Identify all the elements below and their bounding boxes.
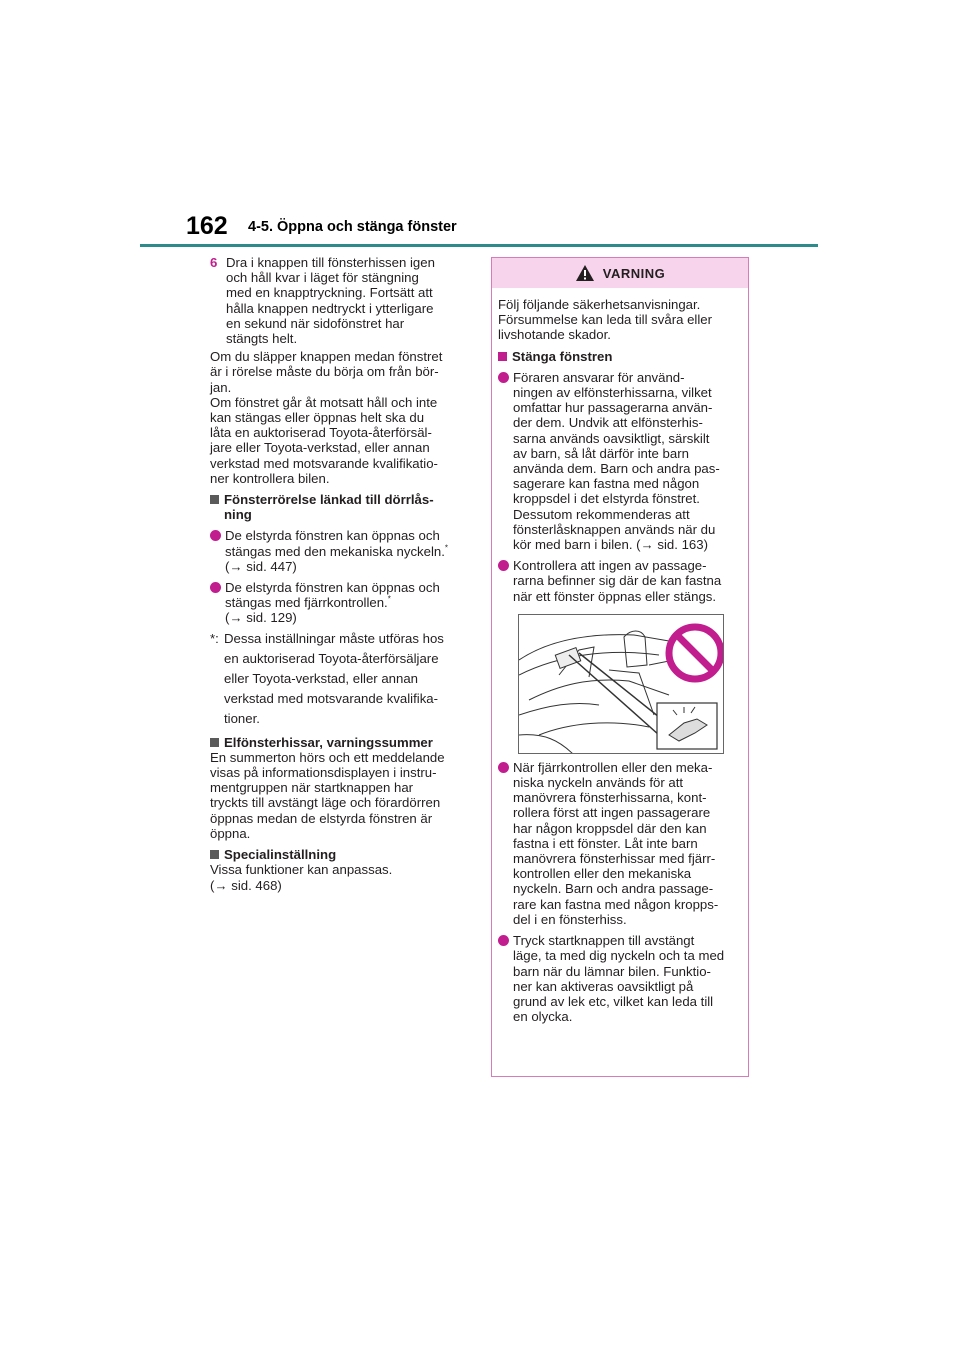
text-line: ner kontrollera bilen. [210, 470, 330, 486]
footnote-ref: * [387, 594, 391, 604]
subheading-door-lock [210, 492, 470, 522]
text-line: en auktoriserad Toyota-återförsäljare [224, 650, 439, 666]
text-line: eller Toyota-verkstad, eller annan [224, 670, 419, 686]
text-line: mentgruppen när startknappen har [210, 780, 414, 796]
car-interior-illustration [519, 615, 724, 754]
bullet-dot-icon [498, 762, 509, 773]
footnote-ref: * [444, 543, 449, 553]
text-line: sagerare kan fastna med någon [513, 476, 700, 492]
text-line: nyckeln. Barn och andra passage- [513, 881, 714, 897]
text-line: Om du släpper knappen medan fönstret [210, 349, 443, 365]
text-line: är i rörelse måste du börja om från bör- [210, 364, 439, 380]
text-line: kör med barn i bilen. (→ sid. 163) [513, 537, 708, 553]
text-line: Försummelse kan leda till svåra eller [498, 312, 713, 328]
square-bullet-icon [498, 352, 507, 361]
text-line: rollera först att ingen passagerare [513, 805, 711, 821]
text-line: De elstyrda fönstren kan öppnas och [225, 528, 440, 544]
text-line [225, 544, 470, 559]
step-number: 6 [210, 255, 218, 270]
subheading-buzzer [210, 735, 470, 750]
text-line: visas på informationsdisplayen i instru- [210, 765, 437, 781]
heading-line: Elfönsterhissar, varningssummer [224, 734, 433, 750]
text-line: livshotande skador. [498, 327, 611, 343]
warning-body [492, 288, 748, 1024]
text-line: fönsterlåsknappen används när du [513, 521, 716, 537]
text-line: Föraren ansvarar för använd- [513, 369, 685, 385]
bullet-dot-icon [210, 530, 221, 541]
text-line: De elstyrda fönstren kan öppnas och [225, 580, 440, 596]
step-6 [210, 255, 470, 346]
text-line: jare eller Toyota-verkstad, eller annan [210, 440, 430, 456]
text-line: När fjärrkontrollen eller den meka- [513, 759, 713, 775]
text-line: verkstad med motsvarande kvalifika- [224, 690, 439, 706]
text-line: manövrera fönsterhissar med fjärr- [513, 851, 716, 867]
square-bullet-icon [210, 850, 219, 859]
list-item [498, 370, 738, 552]
text-line: niska nyckeln används för att [513, 775, 684, 791]
list-item [498, 760, 738, 927]
heading-line: Stänga fönstren [512, 348, 613, 364]
text-line: fastna i ett fönster. Låt inte barn [513, 835, 698, 851]
text-line: tryckts till avstängt läge och förardörren [210, 795, 441, 811]
text-line: Vissa funktioner kan anpassas. [210, 862, 393, 878]
text-line: kroppsdel i det elstyrda fönstret. [513, 491, 700, 507]
header-divider [140, 244, 818, 247]
page-ref: (→ sid. 468) [210, 877, 282, 893]
heading-line: Specialinställning [224, 847, 337, 863]
bullet-dot-icon [498, 935, 509, 946]
text-line: ner kan aktiveras oavsiktligt på [513, 978, 694, 994]
text-line: rarna befinner sig där de kan fastna [513, 573, 722, 589]
step-line: stängts helt. [226, 331, 298, 347]
text-line: rare kan fastna med någon kropps- [513, 896, 719, 912]
text-line: del i en fönsterhiss. [513, 911, 627, 927]
warning-header [492, 258, 748, 288]
text-line: Dessa inställningar måste utföras hos [224, 630, 444, 646]
footnote-mark: *: [210, 630, 219, 646]
bullet-dot-icon [210, 582, 221, 593]
page-ref: (→ sid. 447) [225, 558, 297, 574]
text-line: grund av lek etc, vilket kan leda till [513, 993, 714, 1009]
text-line: Tryck startknappen till avstängt [513, 933, 695, 949]
text-line: låta en auktoriserad Toyota-återförsäl- [210, 425, 432, 441]
bullet-dot-icon [498, 560, 509, 571]
list-item [210, 580, 470, 626]
left-column [210, 255, 470, 893]
text-line: Dessutom rekommenderas att [513, 506, 690, 522]
prohibition-icon [669, 627, 721, 679]
list-item [498, 933, 738, 1024]
text-line: en olycka. [513, 1009, 573, 1025]
paragraph [210, 750, 470, 841]
text-line: av barn, så låt därför inte barn [513, 445, 689, 461]
warning-triangle-icon [575, 264, 595, 282]
text-line: Om fönstret går åt motsatt håll och inte [210, 394, 438, 410]
text-line: jan. [210, 379, 232, 395]
warning-subheading [498, 349, 738, 364]
heading-line: Fönsterrörelse länkad till dörrlås- [224, 492, 434, 508]
warning-box [491, 257, 749, 1077]
footnote [210, 629, 470, 729]
text-line: En summerton hörs och ett meddelande [210, 749, 445, 765]
text-span: stängas med den mekaniska nyckeln. [225, 543, 445, 559]
text-line: omfattar hur passagerarna använ- [513, 400, 713, 416]
square-bullet-icon [210, 738, 219, 747]
text-line: Följ följande säkerhetsanvisningar. [498, 297, 701, 312]
text-line: manövrera fönsterhissarna, kont- [513, 790, 707, 806]
text-line: tioner. [224, 710, 260, 726]
text-line: använda dem. Barn och andra pas- [513, 461, 720, 477]
text-line [225, 595, 470, 610]
warning-title: VARNING [602, 265, 666, 281]
step-line: Dra i knappen till fönsterhissen igen [226, 255, 435, 270]
illustration-window-pinch [518, 614, 724, 754]
text-span: stängas med fjärrkontrollen. [225, 595, 388, 611]
text-line: kan stängas eller öppnas helt ska du [210, 410, 425, 426]
text-line: verkstad med motsvarande kvalifikatio- [210, 455, 438, 471]
step-line: med en knapptryckning. Fortsätt att [226, 285, 433, 301]
subheading-custom [210, 847, 470, 862]
list-item [210, 528, 470, 574]
text-line: läge, ta med dig nyckeln och ta med [513, 948, 725, 964]
text-line: barn när du lämnar bilen. Funktio- [513, 963, 711, 979]
text-line: när ett fönster öppnas eller stängs. [513, 588, 717, 604]
step-line: en sekund när sidofönstret har [226, 315, 405, 331]
step-line: och håll kvar i läget för stängning [226, 270, 419, 286]
list-item [498, 558, 738, 604]
page-number: 162 [186, 212, 228, 240]
warning-intro [498, 297, 738, 343]
heading-line: ning [224, 507, 252, 523]
text-line: öppna. [210, 825, 251, 841]
text-line: har någon kroppsdel där den kan [513, 820, 707, 836]
text-line: Kontrollera att ingen av passage- [513, 558, 707, 574]
paragraph [210, 349, 470, 486]
bullet-dot-icon [498, 372, 509, 383]
paragraph [210, 862, 470, 892]
text-line: der dem. Undvik att elfönsterhis- [513, 415, 703, 431]
text-line: ningen av elfönsterhissarna, vilket [513, 385, 712, 401]
step-line: hålla knappen nedtryckt i ytterligare [226, 300, 434, 316]
square-bullet-icon [210, 495, 219, 504]
text-line: sarna används oavsiktligt, särskilt [513, 430, 710, 446]
text-line: kontrollen eller den mekaniska [513, 866, 692, 882]
text-line: öppnas medan de elstyrda fönstren är [210, 810, 433, 826]
page-ref: (→ sid. 129) [225, 610, 297, 626]
section-title: 4-5. Öppna och stänga fönster [248, 219, 457, 235]
